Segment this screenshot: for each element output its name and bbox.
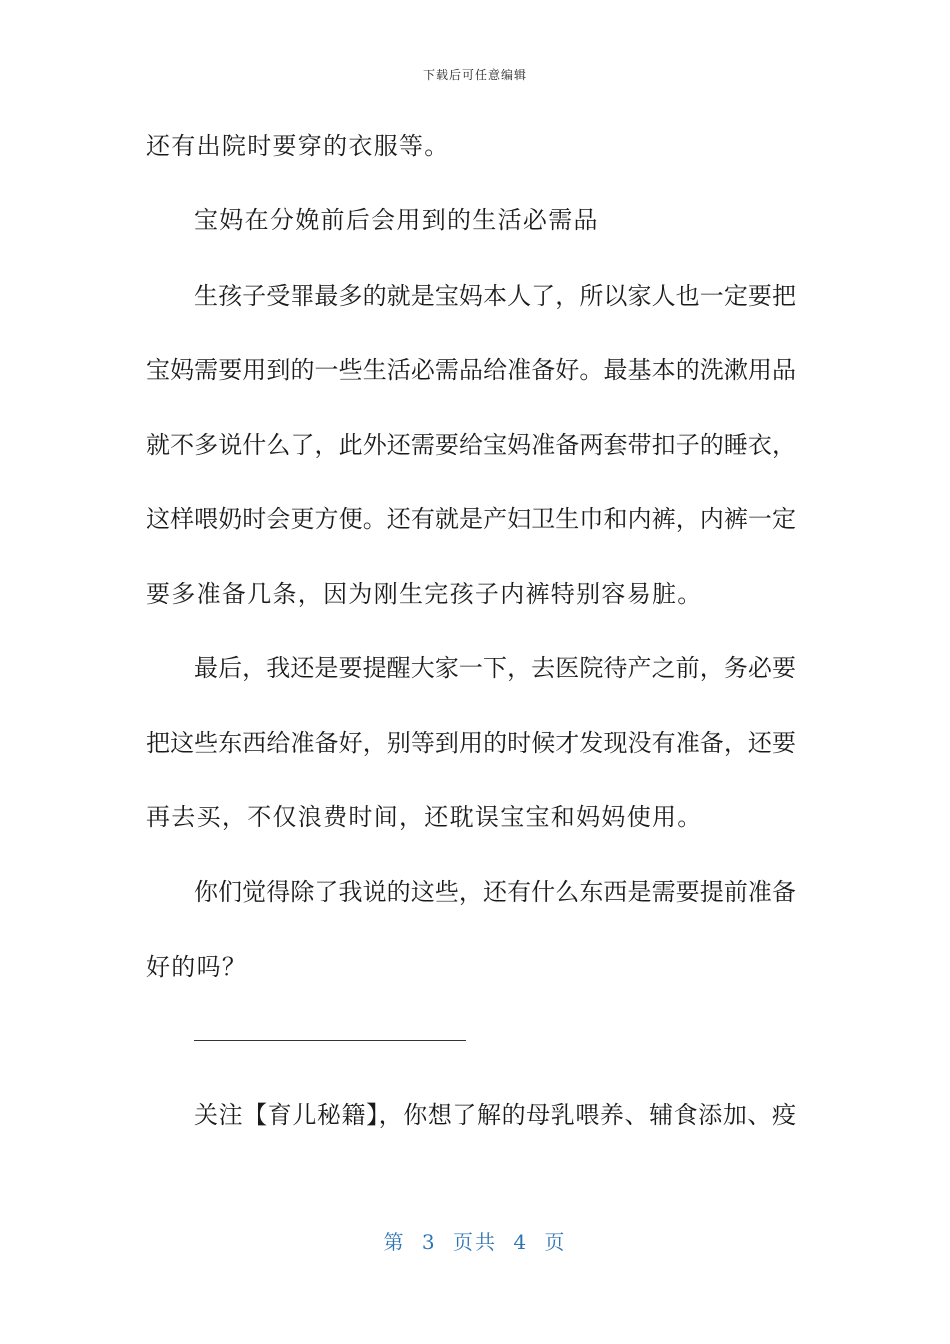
- paragraph-line: 关注【育儿秘籍】，你想了解的母乳喂养、辅食添加、疫: [194, 1101, 796, 1129]
- paragraph-line: 再去买，不仅浪费时间，还耽误宝宝和妈妈使用。: [146, 803, 703, 831]
- paragraph-line: 最后，我还是要提醒大家一下，去医院待产之前，务必要: [194, 654, 796, 682]
- paragraph-line: 你们觉得除了我说的这些，还有什么东西是需要提前准备: [194, 878, 796, 906]
- paragraph-line: 要多准备几条，因为刚生完孩子内裤特别容易脏。: [146, 580, 703, 608]
- paragraph-line: 把这些东西给准备好，别等到用的时候才发现没有准备，还要: [146, 729, 796, 757]
- page-number-footer: 第 3 页共 4 页: [383, 1230, 567, 1254]
- paragraph-line: 好的吗？: [146, 953, 248, 981]
- paragraph-line: 宝妈需要用到的一些生活必需品给准备好。最基本的洗漱用品: [146, 356, 796, 384]
- paragraph-line: 生孩子受罪最多的就是宝妈本人了，所以家人也一定要把: [194, 282, 796, 310]
- page-header: 下载后可任意编辑: [422, 68, 527, 82]
- section-heading: 宝妈在分娩前后会用到的生活必需品: [194, 206, 599, 234]
- separator-line: [194, 1040, 466, 1041]
- paragraph-line: 这样喂奶时会更方便。还有就是产妇卫生巾和内裤，内裤一定: [146, 505, 796, 533]
- paragraph-line: 就不多说什么了，此外还需要给宝妈准备两套带扣子的睡衣，: [146, 431, 796, 459]
- paragraph-line: 还有出院时要穿的衣服等。: [146, 132, 450, 160]
